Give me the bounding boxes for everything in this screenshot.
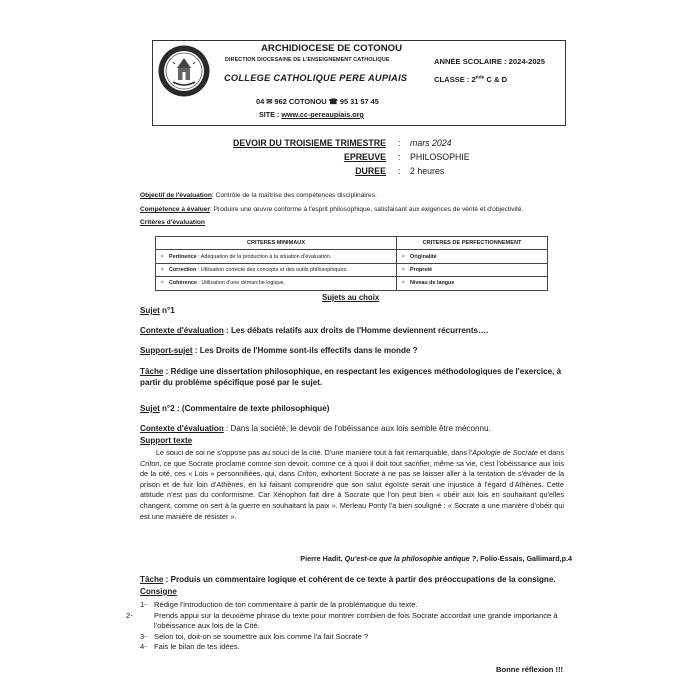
contact-info: 04 ✉ 962 COTONOU ☎ 95 31 57 45 bbox=[256, 97, 379, 106]
sujet1-support: Support-sujet : Les Droits de l'Homme sont-ils effectifs dans le monde ? bbox=[140, 346, 418, 355]
diocese-seal-icon bbox=[157, 44, 211, 98]
header-criteres-minimaux: CRITERES MINIMAUX bbox=[156, 237, 397, 250]
duree-label: DUREE bbox=[355, 166, 386, 176]
consigne-list bbox=[126, 600, 565, 653]
site-line: SITE : www.cc-pereaupiais.org bbox=[259, 110, 364, 119]
header-criteres-perfectionnement: CRITERES DE PERFECTIONNEMENT bbox=[397, 237, 548, 250]
colon: : bbox=[398, 152, 401, 162]
text-reference: Pierre Hadit, Qu'est-ce que la philosophie antique ?, Folio-Essais, Gallimard,p.4 bbox=[300, 554, 572, 563]
minimal-criterion: ✧ Cohérence : Utilisation d'une démarche logique. bbox=[156, 277, 397, 290]
duree-value: 2 heures bbox=[410, 166, 445, 176]
sujet1-tache: Tâche : Rédige une dissertation philosophique, en respectant les exigences méthodologiques de l'exercice, à partir du problème spécifique posé par le sujet. bbox=[140, 367, 562, 387]
sujet1-contexte: Contexte d'évaluation : Les débats relatifs aux droits de l'Homme deviennent récurrents…. bbox=[140, 326, 489, 335]
diamond-bullet-icon: ✧ bbox=[160, 280, 165, 287]
minimal-criterion: ✧ Pertinence : Adéquation de la production à la situation d'évaluation. bbox=[156, 250, 397, 263]
perfection-criterion: ✧ Niveau de langue bbox=[397, 277, 548, 290]
epreuve-value: PHILOSOPHIE bbox=[410, 152, 470, 162]
sujet2-contexte: Contexte d'évaluation : Dans la société, le devoir de l'obéissance aux lois semble être méconnu. bbox=[140, 424, 491, 433]
devoir-title: DEVOIR DU TROISIEME TRIMESTRE bbox=[233, 138, 386, 148]
school-year: ANNÉE SCOLAIRE : 2024-2025 bbox=[434, 57, 545, 66]
table-row bbox=[156, 263, 548, 276]
diamond-bullet-icon: ✧ bbox=[401, 280, 406, 287]
table-row bbox=[156, 250, 548, 263]
objectif-label: Objectif de l'évaluation bbox=[140, 192, 212, 199]
table-row bbox=[156, 277, 548, 290]
class-label: CLASSE : 2nde C & D bbox=[434, 75, 508, 84]
list-item: 4- Fais le bilan de tes idées. bbox=[140, 642, 240, 652]
archdiocese-name: ARCHIDIOCESE DE COTONOU bbox=[261, 43, 403, 54]
criteres-label-text: Critères d'évaluation bbox=[140, 219, 205, 226]
sujet2-tache: Tâche : Produis un commentaire logique et cohérent de ce texte à partir des préoccupations de la consigne. bbox=[140, 575, 556, 584]
sujet1-heading: Sujet n°1 bbox=[140, 306, 175, 315]
consigne-label: Consigne bbox=[140, 587, 177, 596]
list-item: 1- Rédige l'introduction de ton commentaire à partir de la problématique du texte. bbox=[140, 600, 418, 609]
perfection-criterion: ✧ Originalité bbox=[397, 250, 548, 263]
colon: : bbox=[398, 166, 401, 176]
closing-note: Bonne réflexion !!! bbox=[496, 665, 564, 674]
diamond-bullet-icon: ✧ bbox=[401, 253, 406, 260]
table-header-row bbox=[156, 237, 548, 250]
list-item: 3- Selon toi, doit-on se soumettre aux lois comme l'a fait Socrate ? bbox=[140, 631, 369, 641]
competence-label: Compétence à évaluer bbox=[140, 206, 210, 213]
site-link[interactable]: www.cc-pereaupiais.org bbox=[281, 110, 364, 119]
perfection-criterion: ✧ Propreté bbox=[397, 263, 548, 276]
college-name: COLLEGE CATHOLIQUE PERE AUPIAIS bbox=[224, 73, 408, 83]
diamond-bullet-icon: ✧ bbox=[160, 266, 165, 273]
competence-text: : Produire une œuvre conforme à l'esprit philosophique, satisfaisant aux exigences de vérité et d'objectivité. bbox=[210, 206, 524, 213]
competence-line bbox=[140, 206, 523, 213]
diamond-bullet-icon: ✧ bbox=[401, 266, 406, 273]
colon: : bbox=[398, 138, 401, 148]
sujets-title: Sujets au choix bbox=[322, 293, 380, 302]
support-text-body: Le souci de soi ne s'oppose pas au souci de la cité. D'une manière tout à fait remarquable, dans l'Apologie de Socrate et dans Criton, ce que Socrate proclame comme son devoir, comme ce à quoi il doit tout sacrifier, même sa vie, c'est l'obéissance aux lois de la cité, ces « Lois » personnifiées, qui, dans Criton, exhortent Socrate à ne pas se laisser aller à la tentation de s'évader de la prison et de fuir loin d'Athènes, en lui faisant comprendre que son salut égoïste serait une injustice à l'égard d'Athènes. Cette attitude n'est pas du conformisme. Car Xénophon fait dire à Socrate que l'on peut bien « obéir aux lois en souhaitant qu'elles changent, comme on sert à la guerre en souhaitant la paix ». Merleau Ponty l'a bien souligné : « Socrate a une manière d'obéir qui est une manière de résister ». bbox=[140, 448, 564, 521]
objectif-text: : Contrôle de la maîtrise des compétences disciplinaires. bbox=[211, 192, 377, 199]
diamond-bullet-icon: ✧ bbox=[160, 253, 165, 260]
criteres-label bbox=[140, 219, 205, 226]
direction-name: DIRECTION DIOCESAINE DE L'ENSEIGNEMENT CATHOLIQUE bbox=[225, 57, 390, 63]
support-texte-label: Support texte bbox=[140, 436, 193, 445]
sujet2-heading: Sujet n°2 : (Commentaire de texte philosophique) bbox=[140, 404, 330, 413]
objectif-line bbox=[140, 192, 377, 199]
minimal-criterion: ✧ Correction : Utilisation correcte des concepts et des outils philosophiques. bbox=[156, 263, 397, 276]
list-item: 2- Prends appui sur la deuxième phrase du texte pour montrer combien de fois Socrate accordait une grande importance à l'obéissance aux lois de la Cité. bbox=[126, 610, 558, 631]
criteria-table bbox=[155, 236, 548, 291]
epreuve-label: EPREUVE bbox=[343, 152, 386, 162]
devoir-date: mars 2024 bbox=[410, 138, 452, 148]
